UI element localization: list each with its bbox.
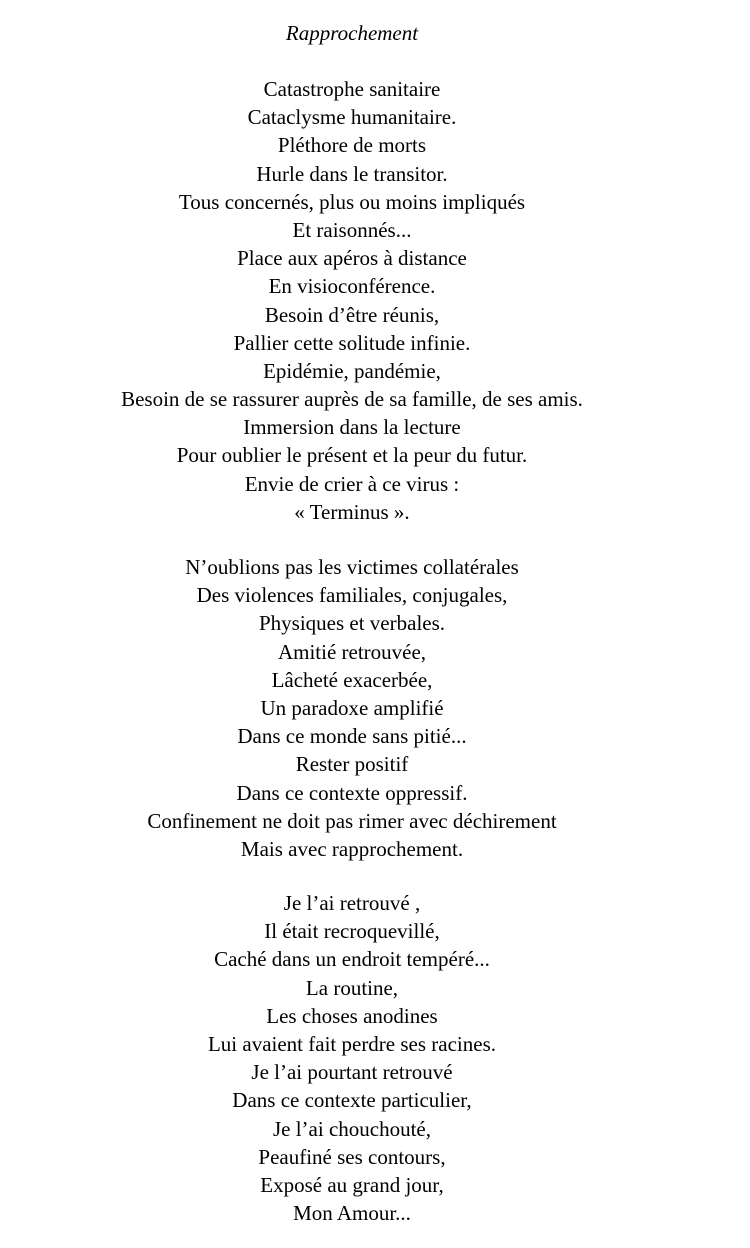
poem-line: Je l’ai retrouvé , [283, 891, 421, 915]
poem-line: Des violences familiales, conjugales, [196, 583, 508, 608]
poem-line: Dans ce contexte particulier, [232, 1088, 472, 1113]
poem-line: Pléthore de morts [277, 133, 427, 158]
poem-line: Besoin d’être réunis, [264, 302, 440, 327]
poem-line: Un paradoxe amplifié [260, 695, 444, 720]
poem-line: Physiques et verbales. [258, 611, 446, 636]
poem-line: Je l’ai chouchouté, [272, 1116, 432, 1141]
poem-line: Tous concernés, plus ou moins impliqués [178, 189, 526, 214]
poem-line: Pour oublier le présent et la peur du futur. [176, 443, 528, 468]
poem-line: Rester positif [295, 752, 409, 777]
poem-line: Mon Amour... [293, 1201, 411, 1226]
poem-line: Dans ce monde sans pitié... [237, 724, 467, 749]
poem-line: Besoin de se rassurer auprès de sa famille, de ses amis. [121, 387, 583, 412]
poem-line: Lâcheté exacerbée, [271, 667, 433, 692]
poem-line: En visioconférence. [268, 274, 436, 299]
poem-line: La routine, [305, 975, 399, 1000]
poem-line: Immersion dans la lecture [243, 415, 461, 440]
poem-line: Amitié retrouvée, [277, 639, 427, 664]
poem-line: Lui avaient fait perdre ses racines. [207, 1031, 497, 1056]
poem-line: Hurle dans le transitor. [256, 161, 448, 186]
poem-line: Pallier cette solitude infinie. [233, 330, 471, 355]
poem-line: Je l’ai pourtant retrouvé [251, 1060, 453, 1085]
poem-line: Les choses anodines [266, 1003, 438, 1028]
stanza-2 [0, 553, 704, 863]
poem-line: Il était recroquevillé, [264, 919, 440, 944]
stanza-1 [0, 75, 704, 526]
poem-line: Envie de crier à ce virus : [244, 471, 460, 496]
poem-line: Epidémie, pandémie, [263, 358, 441, 383]
poem-line: N’oublions pas les victimes collatérales [185, 555, 519, 579]
poem-line: Cataclysme humanitaire. [247, 105, 457, 130]
poem-line: Confinement ne doit pas rimer avec déchirement [147, 808, 557, 833]
poem-line: Peaufiné ses contours, [258, 1144, 446, 1169]
poem-title: Rapprochement [285, 21, 419, 45]
poem-line: Place aux apéros à distance [237, 246, 467, 271]
poem-line: Exposé au grand jour, [260, 1172, 444, 1197]
stanza-3 [0, 889, 704, 1227]
poem-line: Caché dans un endroit tempéré... [214, 947, 490, 972]
poem-line: « Terminus ». [294, 499, 410, 524]
poem-line: Et raisonnés... [292, 217, 412, 242]
poem-line: Mais avec rapprochement. [240, 836, 464, 861]
poem-line: Catastrophe sanitaire [263, 77, 441, 101]
poem-line: Dans ce contexte oppressif. [236, 780, 468, 805]
